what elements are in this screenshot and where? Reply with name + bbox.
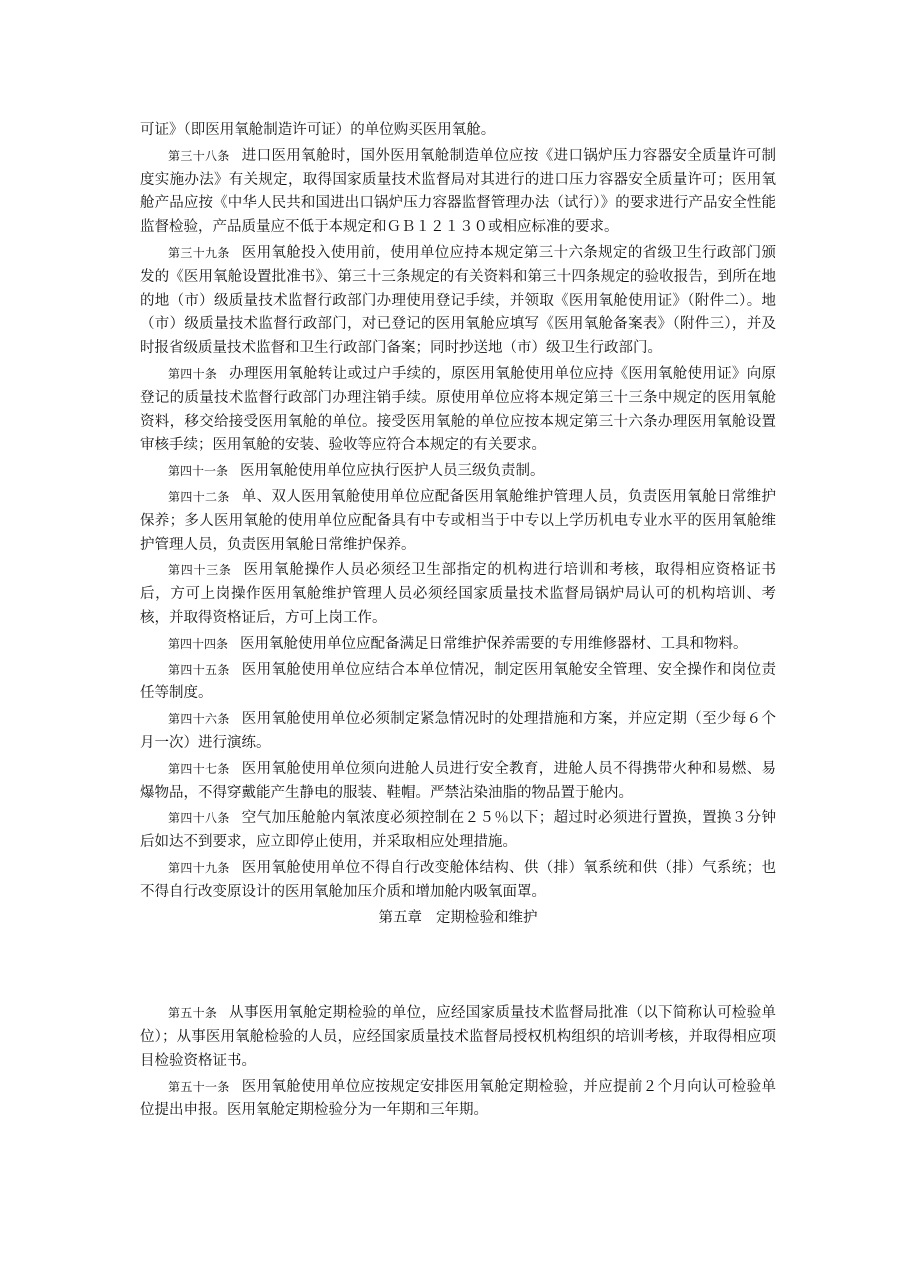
chapter-heading (140, 907, 776, 931)
article-50 (140, 1002, 776, 1073)
article-text: 医用氧舱使用单位须向进舱人员进行安全教育，进舱人员不得携带火种和易燃、易爆物品，不得穿戴能产生静电的服装、鞋帽。严禁沾染油脂的物品置于舱内。 (140, 760, 776, 801)
article-text: 医用氧舱操作人员必须经卫生部指定的机构进行培训和考核，取得相应资格证书后，方可上岗操作医用氧舱维护管理人员必须经国家质量技术监督局锅炉局认可的机构培训、考核，并取得资格证后，方可上岗工作。 (140, 562, 776, 626)
article-text: 空气加压舱舱内氧浓度必须控制在２５％以下；超过时必须进行置换，置换３分钟后如达不到要求，应立即停止使用，并采取相应处理措施。 (140, 810, 776, 851)
article-51 (140, 1076, 776, 1124)
article-number: 第四十四条 (168, 636, 229, 651)
article-number: 第三十八条 (168, 148, 230, 163)
article-number: 第三十九条 (168, 245, 230, 260)
article-text: 医用氧舱使用单位应按规定安排医用氧舱定期检验，并应提前２个月向认可检验单位提出申报。医用氧舱定期检验分为一年期和三年期。 (140, 1078, 776, 1119)
article-47 (140, 758, 776, 806)
article-text: 进口医用氧舱时，国外医用氧舱制造单位应按《进口锅炉压力容器安全质量许可制度实施办法》有关规定，取得国家质量技术监督局对其进行的进口压力容器安全质量许可；医用氧舱产品应按《中华人民共和国进出口锅炉压力容器监督管理办法（试行）》的要求进行产品安全性能监督检验，产品质量应不低于本规定和ＧＢ１２１３０或相应标准的要求。 (140, 147, 776, 236)
article-49 (140, 857, 776, 905)
article-number: 第四十五条 (168, 662, 230, 677)
article-text: 从事医用氧舱定期检验的单位，应经国家质量技术监督局批准（以下简称认可检验单位）；从事医用氧舱检验的人员，应经国家质量技术监督局授权机构组织的培训考核，并取得相应项目检验资格证书。 (140, 1005, 776, 1069)
article-43 (140, 559, 776, 630)
article-text: 医用氧舱使用单位必须制定紧急情况时的处理措施和方案，并应定期（至少每６个月一次）进行演练。 (140, 711, 776, 751)
article-41 (140, 460, 776, 484)
article-number: 第四十三条 (168, 563, 232, 578)
article-text: 医用氧舱使用单位应配备满足日常维护保养需要的专用维修器材、工具和物料。 (240, 635, 748, 652)
article-number: 第四十九条 (168, 860, 230, 875)
chapter-title: 定期检验和维护 (436, 909, 538, 926)
article-number: 第四十一条 (168, 464, 229, 479)
article-text: 医用氧舱使用单位应执行医护人员三级负责制。 (240, 463, 545, 480)
article-text: 医用氧舱使用单位不得自行改变舱体结构、供（排）氧系统和供（排）气系统；也不得自行改变原设计的医用氧舱加压介质和增加舱内吸氧面罩。 (140, 859, 776, 900)
article-number: 第四十六条 (168, 712, 230, 727)
article-text: 办理医用氧舱转让或过户手续的，原医用氧舱使用单位应持《医用氧舱使用证》向原登记的质量技术监督行政部门办理注销手续。原使用单位应将本规定第三十三条中规定的医用氧舱资料，移交给接受医用氧舱的单位。接受医用氧舱的单位应按本规定第三十六条办理医用氧舱设置审核手续；医用氧舱的安装、验收等应符合本规定的有关要求。 (140, 365, 776, 454)
article-46 (140, 708, 776, 756)
article-45 (140, 659, 776, 707)
document-body (140, 119, 776, 1125)
article-38 (140, 145, 776, 240)
paragraph (140, 119, 776, 143)
article-number: 第四十八条 (168, 811, 230, 826)
article-text: 医用氧舱使用单位应结合本单位情况，制定医用氧舱安全管理、安全操作和岗位责任等制度。 (140, 661, 776, 702)
article-number: 第四十条 (168, 366, 218, 381)
article-number: 第五十条 (168, 1006, 218, 1021)
article-48 (140, 807, 776, 855)
paragraph-text: 可证》（即医用氧舱制造许可证）的单位购买医用氧舱。 (140, 122, 496, 138)
article-44 (140, 633, 776, 657)
article-number: 第四十七条 (168, 761, 230, 776)
chapter-number: 第五章 (378, 909, 422, 926)
article-39 (140, 242, 776, 361)
article-text: 单、双人医用氧舱使用单位应配备医用氧舱维护管理人员，负责医用氧舱日常维护保养；多人医用氧舱的使用单位应配备具有中专或相当于中专以上学历机电专业水平的医用氧舱维护管理人员，负责医用氧舱日常维护保养。 (140, 488, 776, 553)
article-number: 第五十一条 (168, 1079, 230, 1094)
article-text: 医用氧舱投入使用前，使用单位应持本规定第三十六条规定的省级卫生行政部门颁发的《医用氧舱设置批准书》、第三十三条规定的有关资料和第三十四条规定的验收报告，到所在地的地（市）级质量技术监督行政部门办理使用登记手续，并领取《医用氧舱使用证》（附件二）。地（市）级质量技术监督行政部门，对已登记的医用氧舱应填写《医用氧舱备案表》（附件三），并及时报省级质量技术监督和卫生行政部门备案；同时抄送地（市）级卫生行政部门。 (140, 244, 776, 357)
article-42 (140, 486, 776, 557)
article-number: 第四十二条 (168, 489, 230, 504)
article-40 (140, 363, 776, 458)
